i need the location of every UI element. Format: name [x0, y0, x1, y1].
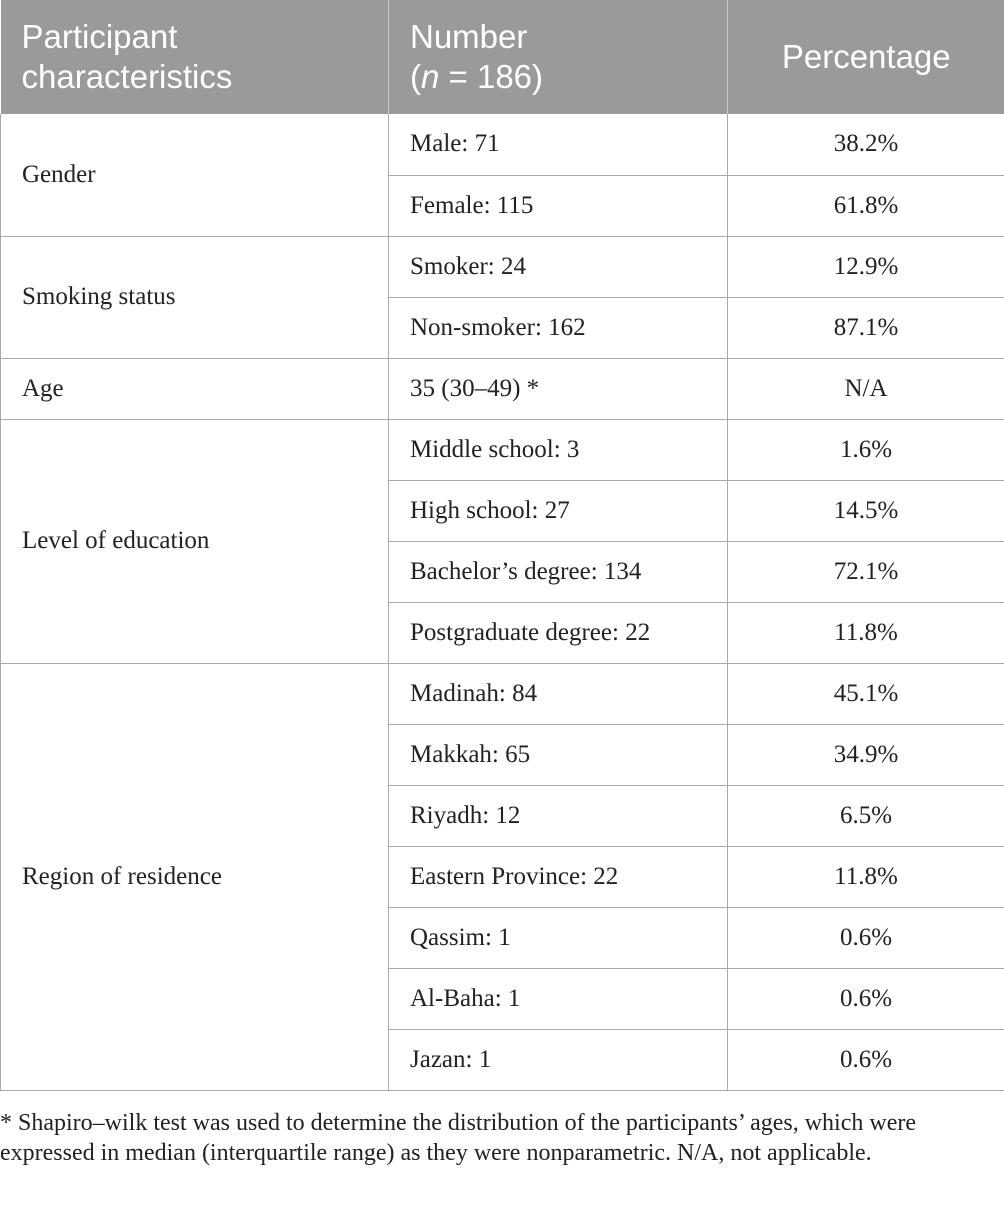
percentage-cell: 87.1% [728, 297, 1004, 358]
percentage-cell: 12.9% [728, 236, 1004, 297]
number-cell: Female: 115 [389, 175, 728, 236]
percentage-cell: N/A [728, 358, 1004, 419]
number-cell: 35 (30–49) * [389, 358, 728, 419]
number-cell: Smoker: 24 [389, 236, 728, 297]
percentage-cell: 0.6% [728, 1029, 1004, 1090]
header-row [1, 0, 1004, 114]
header-number-open: ( [410, 58, 421, 95]
number-cell: Riyadh: 12 [389, 785, 728, 846]
number-cell: Middle school: 3 [389, 419, 728, 480]
table-row [1, 663, 1004, 724]
number-cell: Male: 71 [389, 114, 728, 175]
header-number-label: Number [410, 18, 528, 55]
percentage-cell: 72.1% [728, 541, 1004, 602]
category-cell: Level of education [1, 419, 389, 663]
category-cell: Age [1, 358, 389, 419]
header-percentage: Percentage [728, 0, 1004, 114]
number-cell: Makkah: 65 [389, 724, 728, 785]
number-cell: Non-smoker: 162 [389, 297, 728, 358]
percentage-cell: 61.8% [728, 175, 1004, 236]
number-cell: Postgraduate degree: 22 [389, 602, 728, 663]
number-cell: Eastern Province: 22 [389, 846, 728, 907]
category-cell: Region of residence [1, 663, 389, 1090]
category-cell: Smoking status [1, 236, 389, 358]
percentage-cell: 34.9% [728, 724, 1004, 785]
number-cell: Madinah: 84 [389, 663, 728, 724]
number-cell: Jazan: 1 [389, 1029, 728, 1090]
table-body [1, 114, 1004, 1090]
percentage-cell: 0.6% [728, 907, 1004, 968]
percentage-cell: 11.8% [728, 846, 1004, 907]
category-cell: Gender [1, 114, 389, 236]
table-row [1, 419, 1004, 480]
header-number-n: n [421, 58, 440, 95]
number-cell: Qassim: 1 [389, 907, 728, 968]
table-row [1, 358, 1004, 419]
header-number-total: = 186) [439, 58, 544, 95]
percentage-cell: 38.2% [728, 114, 1004, 175]
header-participant-characteristics: Participant characteristics [1, 0, 389, 114]
header-number [389, 0, 728, 114]
percentage-cell: 6.5% [728, 785, 1004, 846]
table-row [1, 114, 1004, 175]
percentage-cell: 1.6% [728, 419, 1004, 480]
percentage-cell: 45.1% [728, 663, 1004, 724]
percentage-cell: 11.8% [728, 602, 1004, 663]
number-cell: Bachelor’s degree: 134 [389, 541, 728, 602]
number-cell: High school: 27 [389, 480, 728, 541]
table-footnote: * Shapiro–wilk test was used to determine the distribution of the participants’ ages, which were expressed in median (interquartile range) as they were nonparametric. N/A, not applicable. [0, 1110, 916, 1166]
number-cell: Al-Baha: 1 [389, 968, 728, 1029]
percentage-cell: 14.5% [728, 480, 1004, 541]
percentage-cell: 0.6% [728, 968, 1004, 1029]
table-row [1, 236, 1004, 297]
table-header [1, 0, 1004, 114]
